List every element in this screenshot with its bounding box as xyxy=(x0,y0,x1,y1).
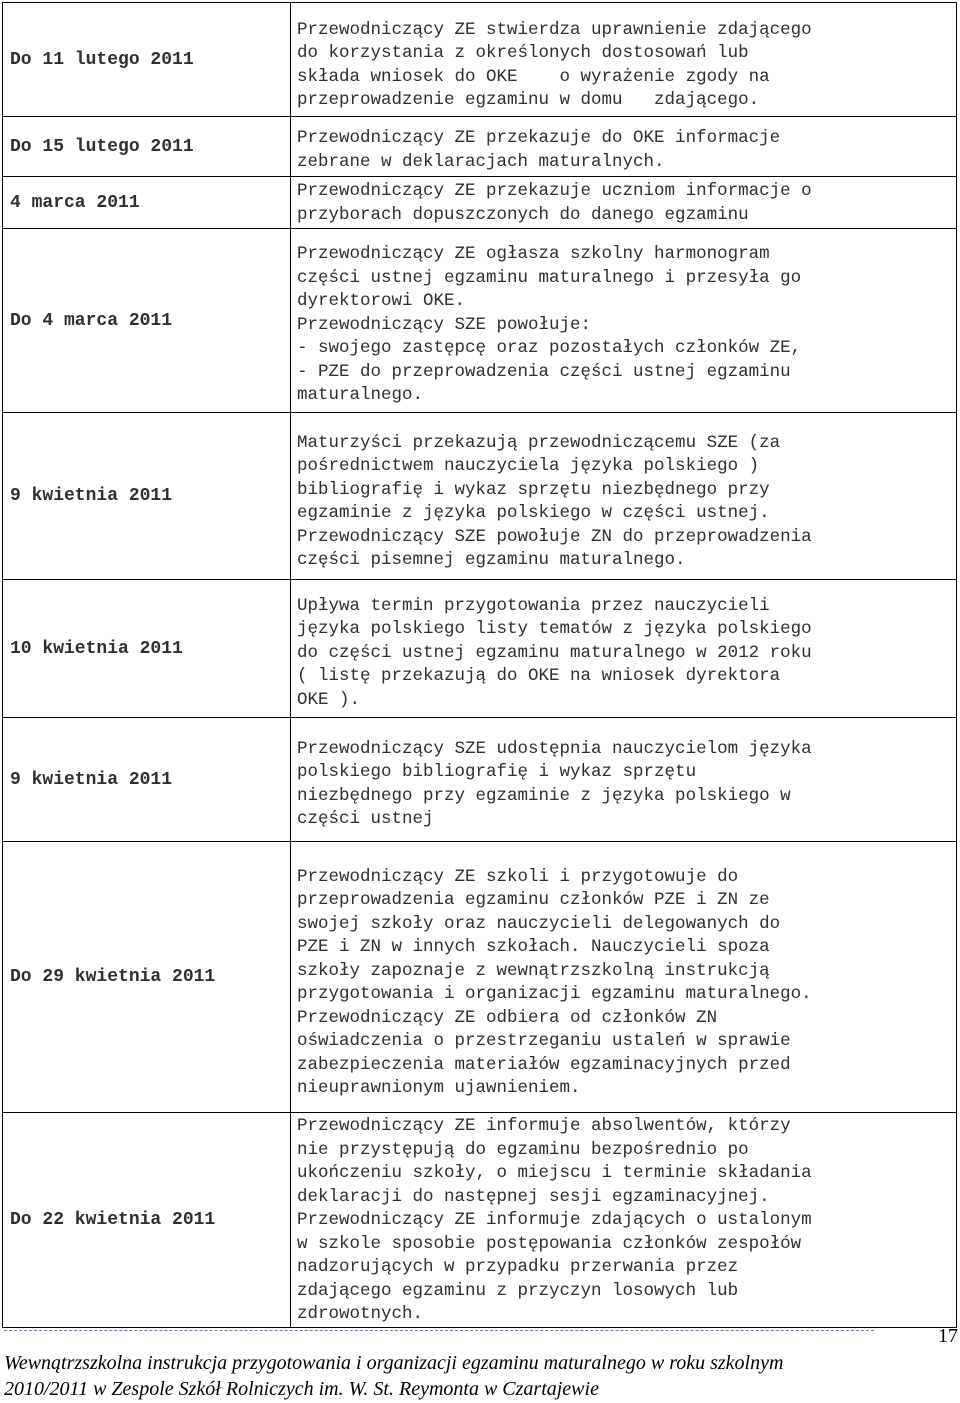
task-description-line: zebrane w deklaracjach maturalnych. xyxy=(297,151,665,172)
task-description-line: oświadczenia o przestrzeganiu ustaleń w sprawie xyxy=(297,1031,791,1051)
task-description-line: do korzystania z określonych dostosowań lub xyxy=(297,43,749,63)
schedule-row xyxy=(3,718,957,842)
task-description-line: części ustnej xyxy=(297,809,434,829)
task-description-line: Maturzyści przekazują przewodniczącemu SZE (za xyxy=(297,432,781,453)
task-description-line: nadzorujących w przypadku przerwania przez xyxy=(297,1257,739,1277)
deadline-date: 10 kwietnia 2011 xyxy=(3,580,291,718)
task-description-line: zdającego egzaminu z przyczyn losowych lub xyxy=(297,1280,739,1301)
deadline-date: 4 marca 2011 xyxy=(3,177,291,229)
task-description xyxy=(291,718,957,842)
task-description-line: Przewodniczący ZE informuje zdających o ustalonym xyxy=(297,1210,812,1230)
deadline-date: 9 kwietnia 2011 xyxy=(3,413,291,580)
task-description-line: Przewodniczący SZE powołuje: xyxy=(297,314,592,335)
task-description-line: przygotowania i organizacji egzaminu maturalnego. xyxy=(297,984,812,1004)
task-description-line: do części ustnej egzaminu maturalnego w 2012 roku xyxy=(297,642,812,663)
task-description-line: nie przystępują do egzaminu bezpośrednio po xyxy=(297,1139,749,1160)
task-description-line: PZE i ZN w innych szkołach. Nauczycieli spoza xyxy=(297,937,770,957)
task-description-line: Przewodniczący ZE przekazuje do OKE informacje xyxy=(297,128,781,148)
task-description-line: dyrektorowi OKE. xyxy=(297,291,466,312)
task-description-line: egzaminie z języka polskiego w części ustnej. xyxy=(297,503,770,523)
task-description-line: Przewodniczący ZE stwierdza uprawnienie zdającego xyxy=(297,19,812,40)
task-description-line: zdrowotnych. xyxy=(297,1304,424,1324)
task-description-line: szkoły zapoznaje z wewnątrzszkolną instrukcją xyxy=(297,960,770,981)
task-description-line: ukończeniu szkoły, o miejscu i terminie składania xyxy=(297,1163,812,1183)
task-description-line: zabezpieczenia materiałów egzaminacyjnych przed xyxy=(297,1054,791,1075)
task-description-line: przeprowadzenia egzaminu członków PZE i ZN ze xyxy=(297,890,770,910)
task-description xyxy=(291,177,957,229)
task-description-line: Przewodniczący ZE odbiera od członków ZN xyxy=(297,1007,718,1028)
page-number: 17 xyxy=(938,1325,958,1347)
task-description xyxy=(291,3,957,117)
footer-separator xyxy=(4,1330,874,1331)
task-description-line: Przewodniczący ZE szkoli i przygotowuje do xyxy=(297,866,739,887)
deadline-date: Do 29 kwietnia 2011 xyxy=(3,842,291,1113)
task-description-line: Przewodniczący SZE udostępnia nauczycielom języka xyxy=(297,738,812,759)
task-description-line: przeprowadzenie egzaminu w domu zdającego. xyxy=(297,90,760,110)
task-description-line: Przewodniczący ZE ogłasza szkolny harmonogram xyxy=(297,244,770,265)
task-description-line: nieuprawnionym ujawnieniem. xyxy=(297,1078,581,1098)
footer-title-line-2: 2010/2011 w Zespole Szkół Rolniczych im. W. St. Reymonta w Czartajewie xyxy=(4,1378,599,1400)
schedule-row xyxy=(3,842,957,1113)
schedule-table xyxy=(2,2,957,1328)
schedule-row xyxy=(3,3,957,117)
task-description xyxy=(291,229,957,413)
schedule-row xyxy=(3,580,957,718)
task-description-line: Przewodniczący SZE powołuje ZN do przeprowadzenia xyxy=(297,526,812,547)
task-description-line: ( listę przekazują do OKE na wniosek dyrektora xyxy=(297,666,781,687)
deadline-date: Do 4 marca 2011 xyxy=(3,229,291,413)
deadline-date: Do 15 lutego 2011 xyxy=(3,117,291,177)
task-description-line: polskiego bibliografię i wykaz sprzętu xyxy=(297,762,697,782)
deadline-date: 9 kwietnia 2011 xyxy=(3,718,291,842)
task-description-line: niezbędnego przy egzaminie z języka polskiego w xyxy=(297,785,791,806)
task-description-line: - swojego zastępcę oraz pozostałych członków ZE, xyxy=(297,338,802,359)
deadline-date: Do 22 kwietnia 2011 xyxy=(3,1113,291,1328)
schedule-row xyxy=(3,117,957,177)
task-description-line: OKE ). xyxy=(297,689,361,710)
task-description-line: składa wniosek do OKE o wyrażenie zgody na xyxy=(297,66,770,87)
task-description-line: Przewodniczący ZE informuje absolwentów, którzy xyxy=(297,1116,791,1136)
task-description-line: maturalnego. xyxy=(297,385,424,406)
task-description-line: języka polskiego listy tematów z języka polskiego xyxy=(297,619,812,640)
task-description xyxy=(291,1113,957,1328)
task-description xyxy=(291,580,957,718)
task-description-line: - PZE do przeprowadzenia części ustnej egzaminu xyxy=(297,361,791,382)
schedule-row xyxy=(3,1113,957,1328)
task-description-line: pośrednictwem nauczyciela języka polskiego ) xyxy=(297,456,760,476)
task-description xyxy=(291,842,957,1113)
task-description-line: części ustnej egzaminu maturalnego i przesyła go xyxy=(297,267,802,288)
schedule-row xyxy=(3,177,957,229)
task-description-line: Upływa termin przygotowania przez nauczycieli xyxy=(297,595,770,616)
task-description-line: części pisemnej egzaminu maturalnego. xyxy=(297,550,686,570)
task-description-line: Przewodniczący ZE przekazuje uczniom informacje o xyxy=(297,181,812,201)
task-description-line: swojej szkoły oraz nauczycieli delegowanych do xyxy=(297,913,781,934)
task-description-line: przyborach dopuszczonych do danego egzaminu xyxy=(297,204,749,225)
schedule-row xyxy=(3,413,957,580)
task-description xyxy=(291,413,957,580)
task-description-line: w szkole sposobie postępowania członków zespołów xyxy=(297,1233,802,1254)
footer-title-line-1: Wewnątrzszkolna instrukcja przygotowania i organizacji egzaminu maturalnego w roku szkolnym xyxy=(4,1352,784,1374)
task-description-line: bibliografię i wykaz sprzętu niezbędnego przy xyxy=(297,479,770,500)
task-description-line: deklaracji do następnej sesji egzaminacyjnej. xyxy=(297,1186,770,1207)
deadline-date: Do 11 lutego 2011 xyxy=(3,3,291,117)
task-description xyxy=(291,117,957,177)
schedule-row xyxy=(3,229,957,413)
